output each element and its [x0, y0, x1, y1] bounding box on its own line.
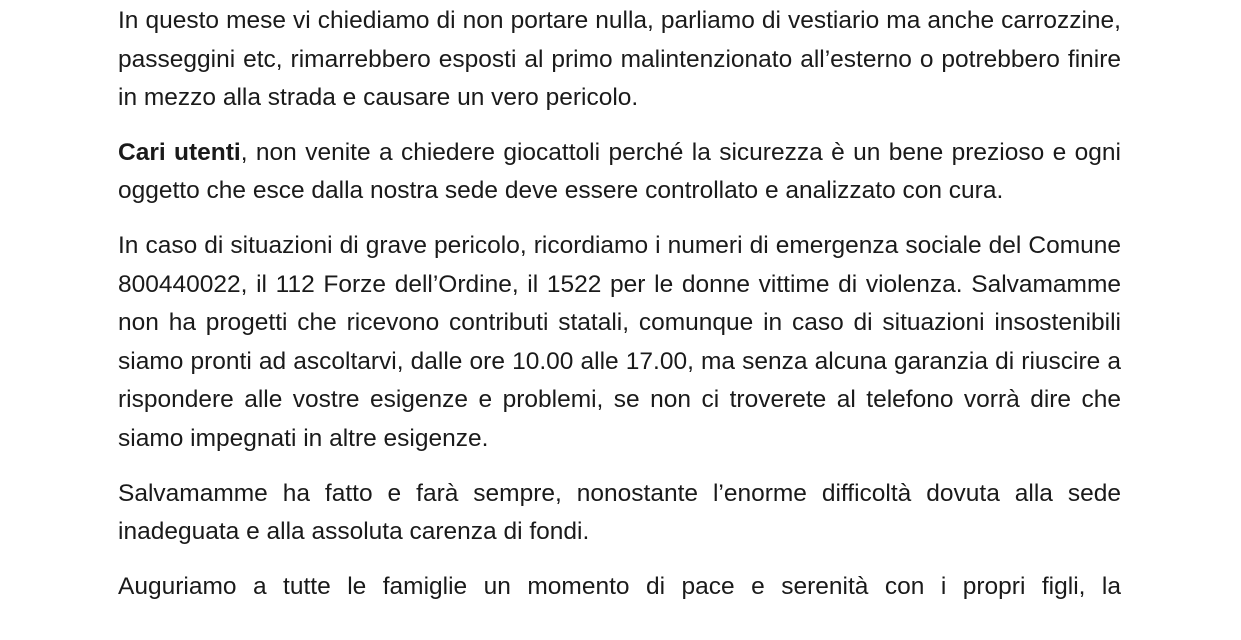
paragraph-text: In caso di situazioni di grave pericolo, ricordiamo i numeri di emergenza sociale del Comune 800440022, il 112 Forze dell’Ordine, il 1522 per le donne vittime di violenza. Salvamamme non ha progetti che ricevono contributi statali, comunque in caso di situazioni insostenibili siamo pronti ad ascoltarvi, dalle ore 10.00 alle 17.00, ma senza alcuna garanzia di riuscire a rispondere alle vostre esigenze e problemi, se non ci troverete al telefono vorrà dire che siamo impegnati in altre esigenze. [118, 231, 1121, 452]
paragraph-text: In questo mese vi chiediamo di non portare nulla, parliamo di vestiario ma anche carrozzine, passeggini etc, rimarrebbero esposti al primo malintenzionato all’esterno o potrebbero finire in mezzo alla strada e causare un vero pericolo. [118, 7, 1121, 112]
paragraph-emergency-numbers [118, 227, 1121, 459]
paragraph-no-donations [118, 2, 1121, 118]
paragraph-no-toys [118, 134, 1121, 211]
paragraph-text: Salvamamme ha fatto e farà sempre, nonostante l’enorme difficoltà dovuta alla sede inadeguata e alla assoluta carenza di fondi. [118, 479, 1121, 546]
paragraph-salvamamme [118, 475, 1121, 552]
paragraph-wishes [118, 568, 1121, 607]
paragraph-text: Auguriamo a tutte le famiglie un momento di pace e serenità con i propri figli, la [118, 572, 1121, 600]
paragraph-lead-bold: Cari utenti [118, 138, 241, 166]
paragraph-text: , non venite a chiedere giocattoli perché la sicurezza è un bene prezioso e ogni oggetto che esce dalla nostra sede deve essere controllato e analizzato con cura. [118, 138, 1121, 205]
document-body [118, 2, 1121, 622]
